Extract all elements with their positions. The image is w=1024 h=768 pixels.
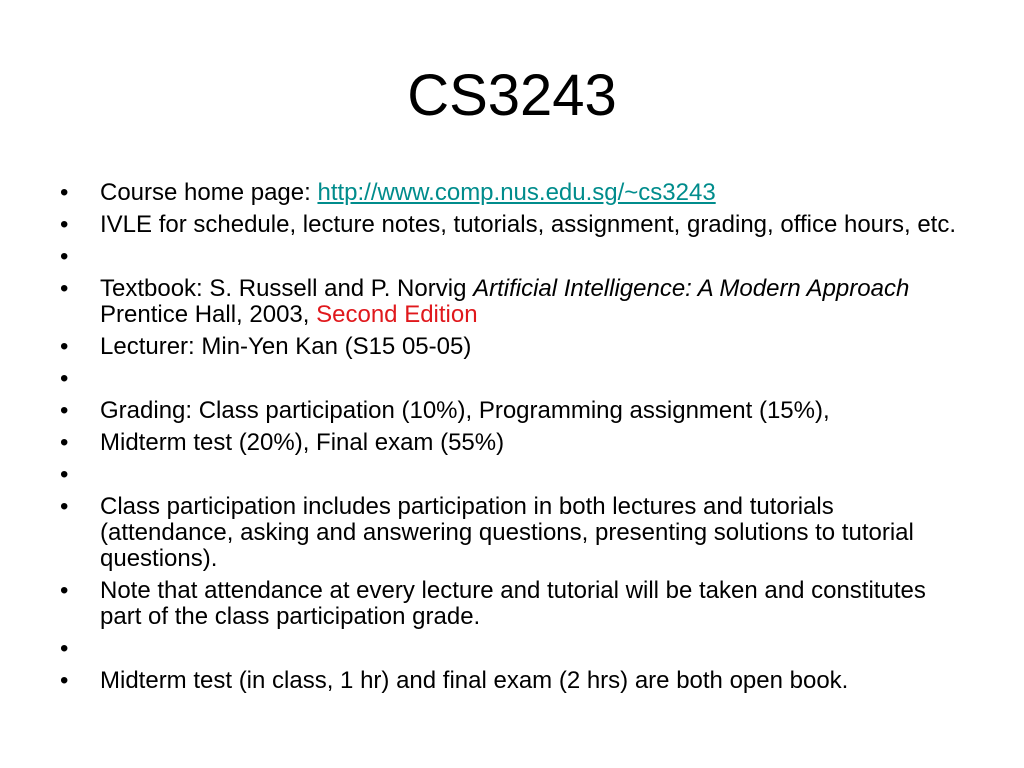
bullet-dot: • — [60, 365, 69, 392]
bullet-dot: • — [60, 275, 69, 302]
bullet-empty — [60, 636, 960, 662]
bullet-dot: • — [60, 635, 69, 662]
bullet-class-participation — [60, 494, 960, 572]
bullet-dot: • — [60, 667, 69, 694]
bullet-midterm-final — [60, 430, 960, 456]
bullet-dot: • — [60, 493, 69, 520]
bullet-text: Grading: Class participation (10%), Programming assignment (15%), — [100, 397, 830, 424]
bullet-open-book — [60, 668, 960, 694]
bullet-empty — [60, 366, 960, 392]
bullet-list — [60, 180, 960, 700]
bullet-text: Midterm test (in class, 1 hr) and final exam (2 hrs) are both open book. — [100, 667, 849, 694]
bullet-dot: • — [60, 179, 69, 206]
bullet-grading — [60, 398, 960, 424]
bullet-text: Midterm test (20%), Final exam (55%) — [100, 429, 505, 456]
bullet-dot: • — [60, 211, 69, 238]
bullet-text: Textbook: S. Russell and P. Norvig — [100, 275, 474, 302]
bullet-dot: • — [60, 461, 69, 488]
bullet-empty — [60, 244, 960, 270]
bullet-dot: • — [60, 429, 69, 456]
bullet-text: IVLE for schedule, lecture notes, tutorials, assignment, grading, office hours, etc. — [100, 211, 957, 238]
bullet-dot: • — [60, 333, 69, 360]
bullet-text: Lecturer: Min-Yen Kan (S15 05-05) — [100, 333, 472, 360]
bullet-text: Prentice Hall, 2003, — [100, 301, 317, 328]
book-title: Artificial Intelligence: A Modern Approach — [473, 275, 910, 302]
bullet-text: Note that attendance at every lecture and tutorial will be taken and constitutes part of the class participation grade. — [100, 577, 926, 630]
course-home-link[interactable]: http://www.comp.nus.edu.sg/~cs3243 — [317, 179, 716, 206]
bullet-text: Class participation includes participation in both lectures and tutorials (attendance, asking and answering questions, presenting solutions to tutorial questions). — [100, 493, 914, 572]
bullet-ivle — [60, 212, 960, 238]
bullet-textbook — [60, 276, 960, 328]
bullet-course-home-page — [60, 180, 960, 206]
bullet-dot: • — [60, 397, 69, 424]
bullet-lecturer — [60, 334, 960, 360]
bullet-attendance — [60, 578, 960, 630]
bullet-empty — [60, 462, 960, 488]
edition-highlight: Second Edition — [316, 301, 478, 328]
bullet-text: Course home page: — [100, 179, 318, 206]
bullet-dot: • — [60, 577, 69, 604]
slide-title: CS3243 — [407, 63, 617, 128]
bullet-dot: • — [60, 243, 69, 270]
